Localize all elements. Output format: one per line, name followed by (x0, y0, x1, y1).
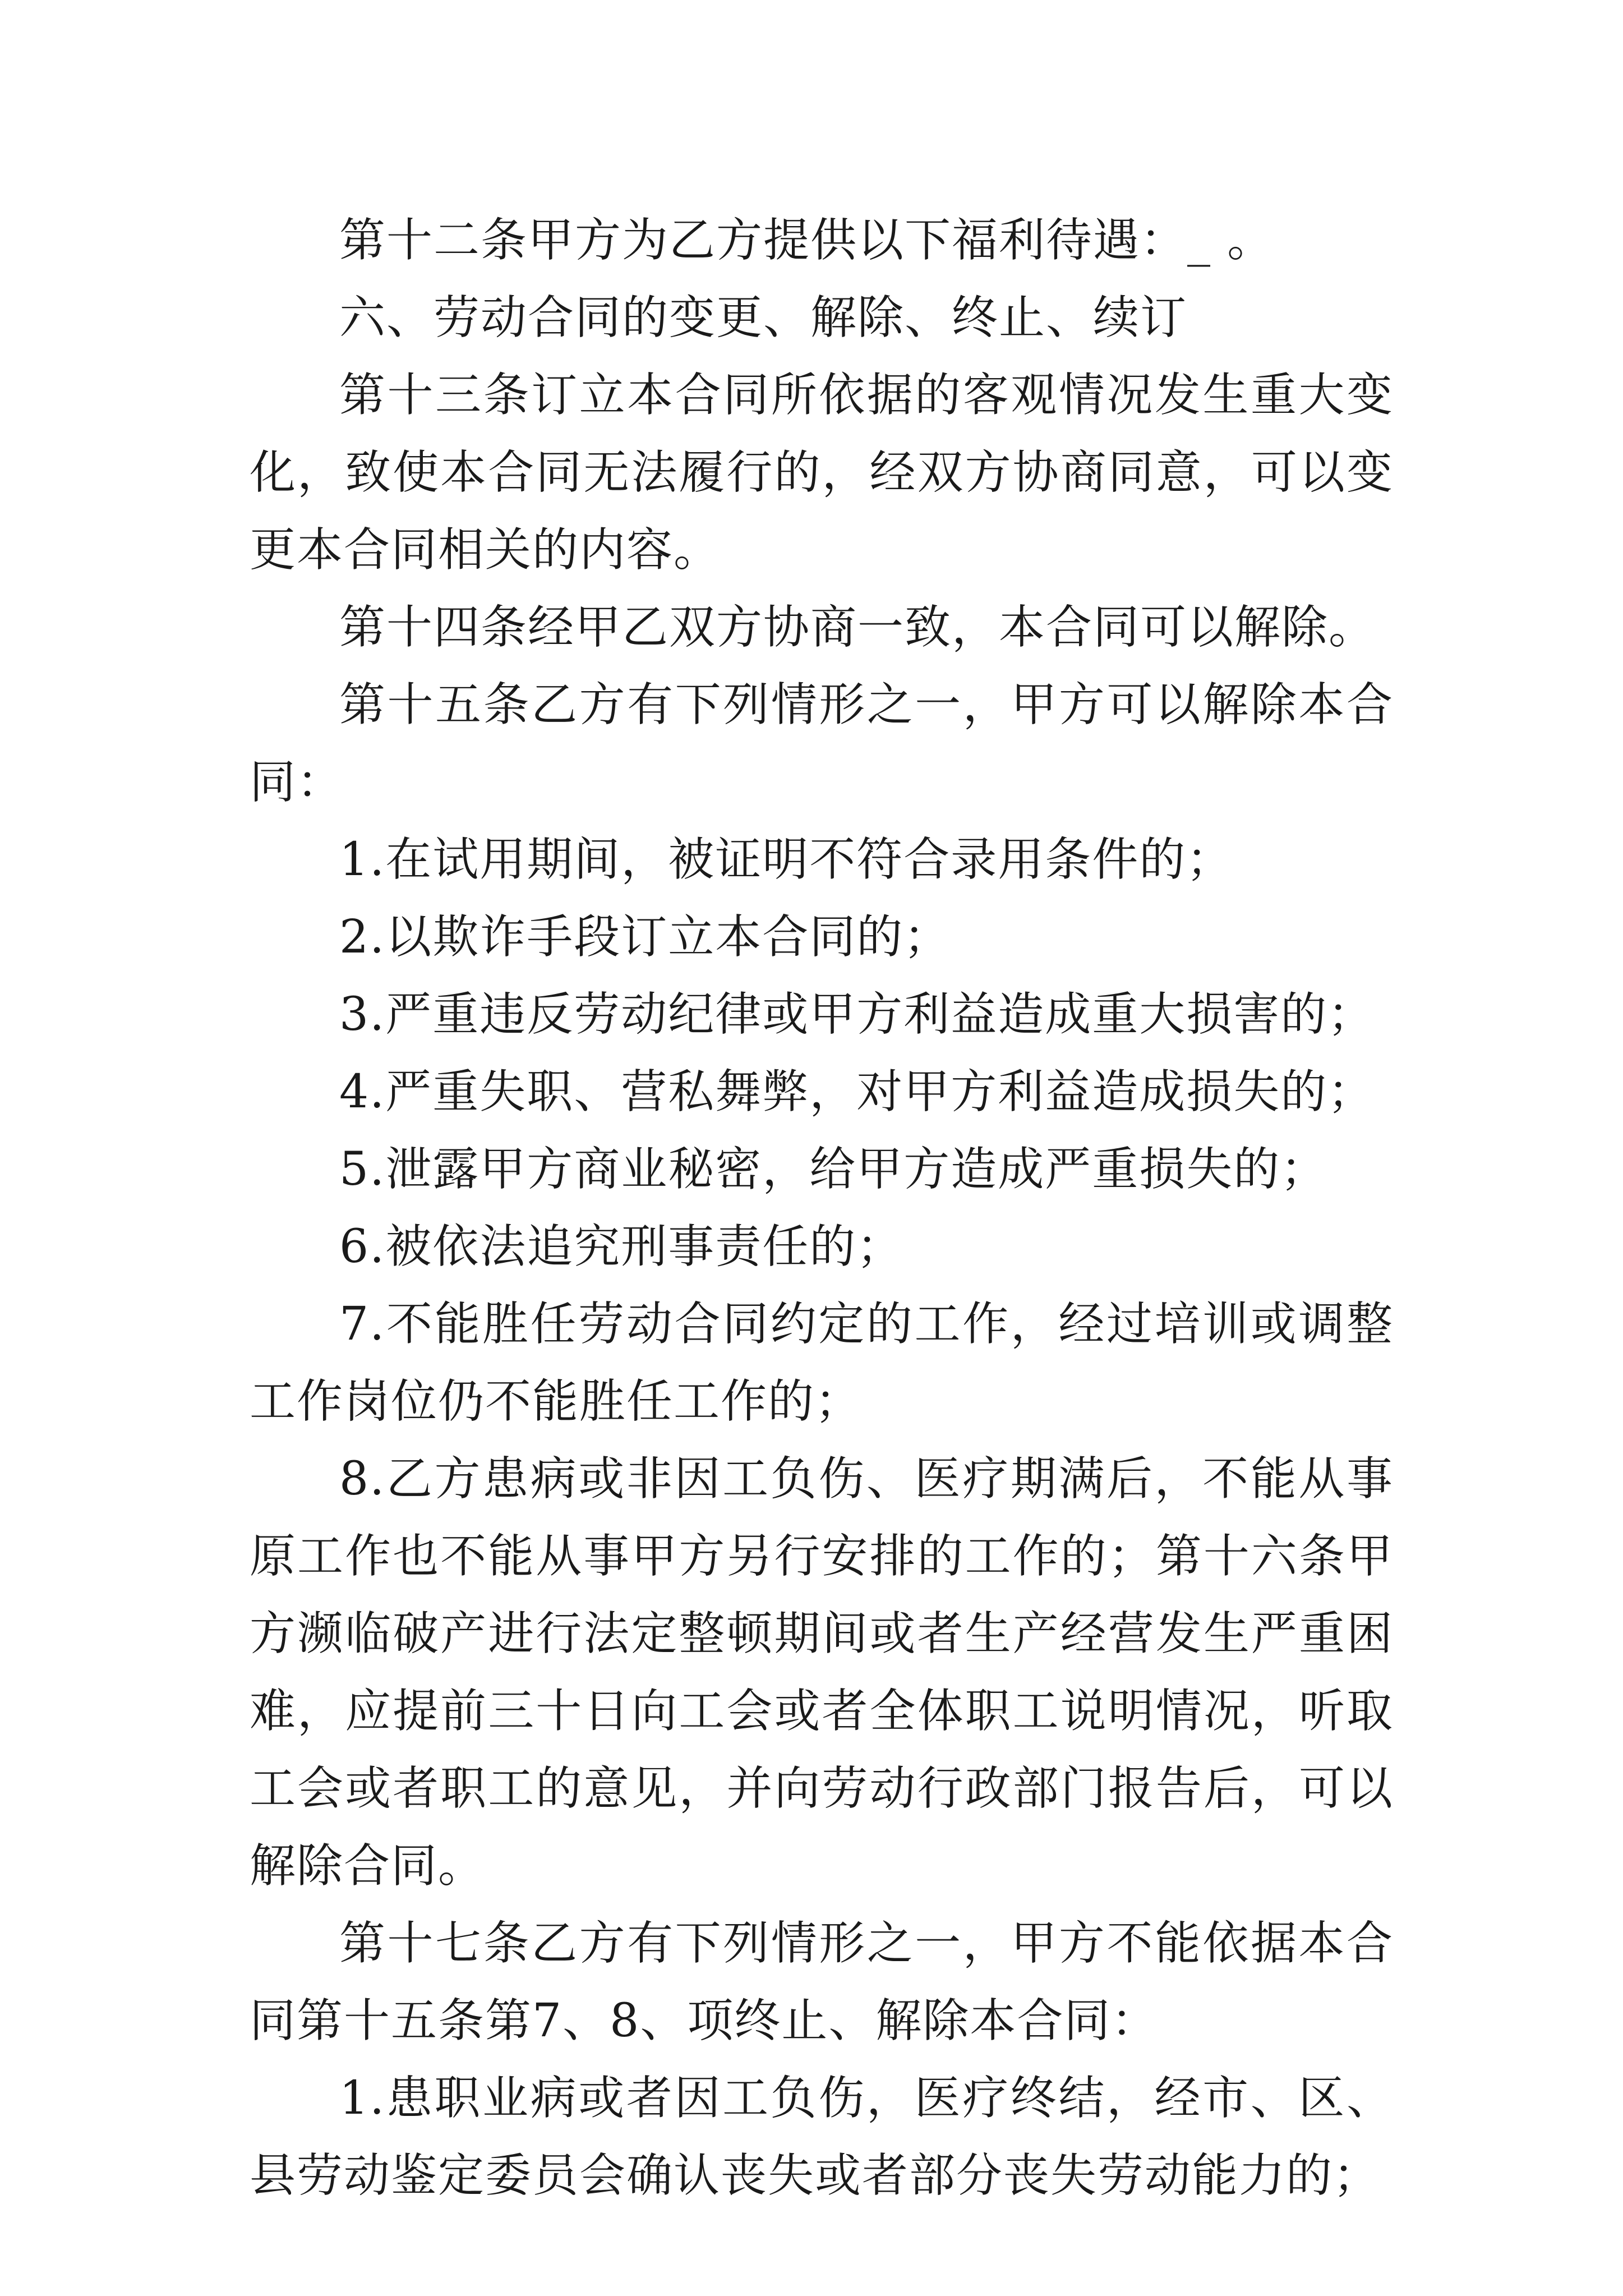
section-6-heading: 六、劳动合同的变更、解除、终止、续订 (339, 291, 1188, 344)
list-item-7: 7.不能胜任劳动合同约定的工作，经过培训或调整工作岗位仍不能胜任工作的； (250, 1297, 1394, 1428)
article-17-paragraph: 第十七条乙方有下列情形之一，甲方不能依据本合同第十五条第7、8、项终止、解除本合同： (250, 1917, 1394, 2047)
list-item-2: 2.以欺诈手段订立本合同的； (339, 910, 951, 964)
list-item-4: 4.严重失职、营私舞弊，对甲方利益造成损失的； (339, 1065, 1375, 1119)
article-15-paragraph: 第十五条乙方有下列情形之一，甲方可以解除本合同： (250, 678, 1394, 809)
document-body (250, 202, 1394, 2215)
article-13-paragraph: 第十三条订立本合同所依据的客观情况发生重大变化，致使本合同无法履行的，经双方协商同意，可以变更本合同相关的内容。 (250, 369, 1394, 577)
list-item-1: 1.在试用期间，被证明不符合录用条件的； (339, 833, 1234, 886)
list-item-5: 5.泄露甲方商业秘密，给甲方造成严重损失的； (339, 1143, 1328, 1196)
list-item-3: 3.严重违反劳动纪律或甲方利益造成重大损害的； (339, 988, 1375, 1041)
article-17-list-item-1: 1.患职业病或者因工负伤，医疗终结，经市、区、县劳动鉴定委员会确认丧失或者部分丧失劳动能力的； (250, 2072, 1394, 2202)
article-12-paragraph: 第十二条甲方为乙方提供以下福利待遇：_ 。 (339, 214, 1275, 267)
list-item-8-and-article-16: 8.乙方患病或非因工负伤、医疗期满后，不能从事原工作也不能从事甲方另行安排的工作的；第十六条甲方濒临破产进行法定整顿期间或者生产经营发生严重困难，应提前三十日向工会或者全体职工说明情况，听取工会或者职工的意见，并向劳动行政部门报告后，可以解除合同。 (250, 1452, 1394, 1893)
article-14-paragraph: 第十四条经甲乙双方协商一致，本合同可以解除。 (339, 601, 1376, 654)
list-item-6: 6.被依法追究刑事责任的； (339, 1220, 904, 1273)
